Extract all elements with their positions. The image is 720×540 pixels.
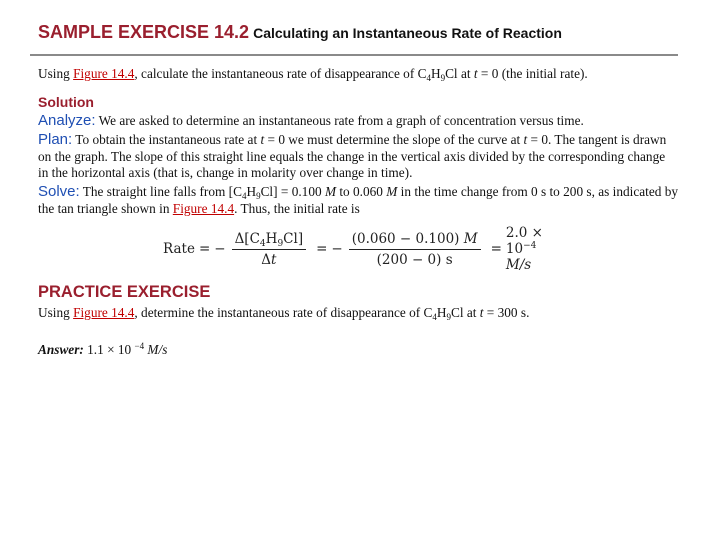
subscript: 4 (426, 73, 431, 83)
plan-label: Plan: (38, 131, 73, 148)
plan-text: To obtain the instantaneous rate at (72, 132, 261, 147)
numerator-text: (0.060 − 0.100) (351, 230, 464, 247)
answer-label: Answer: (38, 342, 84, 357)
equals-sign: = (316, 241, 328, 257)
problem-text: , calculate the instantaneous rate of disappearance of C (134, 66, 427, 81)
analyze-label: Analyze: (38, 112, 96, 129)
title-row (38, 22, 698, 43)
practice-heading-row (38, 284, 678, 302)
solve-paragraph (38, 184, 678, 217)
variable-t: t (479, 305, 484, 320)
molarity-unit: M (386, 184, 398, 199)
practice-text: Using (38, 305, 74, 320)
practice-statement (38, 305, 678, 322)
practice-text: H (436, 305, 447, 320)
result-unit: M/s (505, 257, 532, 273)
figure-link[interactable]: Figure 14.4 (172, 200, 235, 216)
analyze-paragraph (38, 113, 678, 130)
practice-text: = 300 s. (483, 305, 530, 320)
solve-text: in the time change from 0 s to 200 s, as indicated by the tan triangle shown in (38, 184, 678, 216)
delta-symbol: Δ (261, 251, 271, 268)
equals-sign: = (490, 241, 502, 257)
subscript: 9 (446, 312, 451, 322)
molarity-unit: M (324, 184, 337, 199)
solve-label: Solve: (38, 183, 80, 200)
problem-statement (38, 66, 678, 83)
fraction-denominator (258, 250, 279, 268)
variable-t: t (260, 132, 265, 147)
exercise-subtitle: Calculating an Instantaneous Rate of Reaction (253, 25, 562, 41)
equals-sign: = (198, 241, 211, 257)
subscript: 4 (259, 238, 266, 249)
plan-text: = 0 we must determine the slope of the curve at (264, 132, 524, 147)
problem-text: Using (38, 66, 74, 81)
variable-t: t (270, 251, 277, 268)
variable-t: t (473, 66, 478, 81)
solve-text: H (246, 184, 257, 199)
minus-sign: − (214, 241, 226, 257)
subscript: 9 (440, 73, 446, 83)
answer-row (38, 342, 678, 359)
variable-t: t (523, 132, 528, 147)
figure-link[interactable]: Figure 14.4 (73, 305, 135, 320)
problem-text: = 0 (the initial rate). (477, 66, 588, 81)
plan-paragraph (38, 132, 678, 182)
subscript: 4 (432, 312, 437, 322)
solve-text: Cl] = 0.100 (260, 184, 325, 199)
solve-text: to 0.060 (336, 184, 387, 199)
minus-sign: − (331, 241, 343, 257)
superscript: −4 (134, 341, 145, 351)
result-value: 2.0 × 10 (505, 225, 543, 257)
problem-text: H (430, 66, 441, 81)
fraction-values (349, 231, 481, 268)
numerator-text: H (265, 230, 278, 247)
solve-text: . Thus, the initial rate is (234, 200, 360, 216)
rate-equation (163, 226, 563, 272)
figure-link[interactable]: Figure 14.4 (73, 66, 135, 81)
analyze-text: We are asked to determine an instantaneous rate from a graph of concentration versus time. (95, 113, 584, 128)
numerator-text: Δ[C (234, 230, 260, 247)
fraction-numerator (349, 231, 481, 250)
subscript: 4 (241, 191, 247, 201)
fraction-denominator: (200 − 0) s (376, 251, 453, 268)
superscript: −4 (523, 241, 537, 251)
answer-value: 1.1 × 10 (83, 342, 135, 357)
molarity-unit: M (463, 230, 478, 247)
solution-heading: Solution (38, 94, 94, 110)
practice-text: Cl at (450, 305, 480, 320)
title-divider (30, 54, 678, 56)
numerator-text: Cl] (283, 230, 304, 247)
fraction-numerator (232, 231, 307, 250)
problem-text: Cl at (445, 66, 474, 81)
answer-unit: M/s (144, 342, 168, 357)
practice-text: , determine the instantaneous rate of disappearance of C (134, 305, 433, 320)
rate-result (506, 225, 563, 273)
practice-heading: PRACTICE EXERCISE (38, 283, 211, 301)
solve-text: The straight line falls from [C (79, 184, 242, 199)
solution-heading-row (38, 94, 678, 112)
plan-text: = 0. The tangent is drawn on the graph. The slope of this straight line equals the change in the vertical axis divided by the corresponding change in the horizontal axis (that is, change in molarity over change in time). (38, 132, 667, 180)
exercise-title: SAMPLE EXERCISE 14.2 (38, 22, 250, 42)
rate-label: Rate (163, 241, 195, 257)
fraction-delta (232, 231, 307, 268)
subscript: 9 (256, 191, 261, 201)
subscript: 9 (277, 238, 284, 249)
